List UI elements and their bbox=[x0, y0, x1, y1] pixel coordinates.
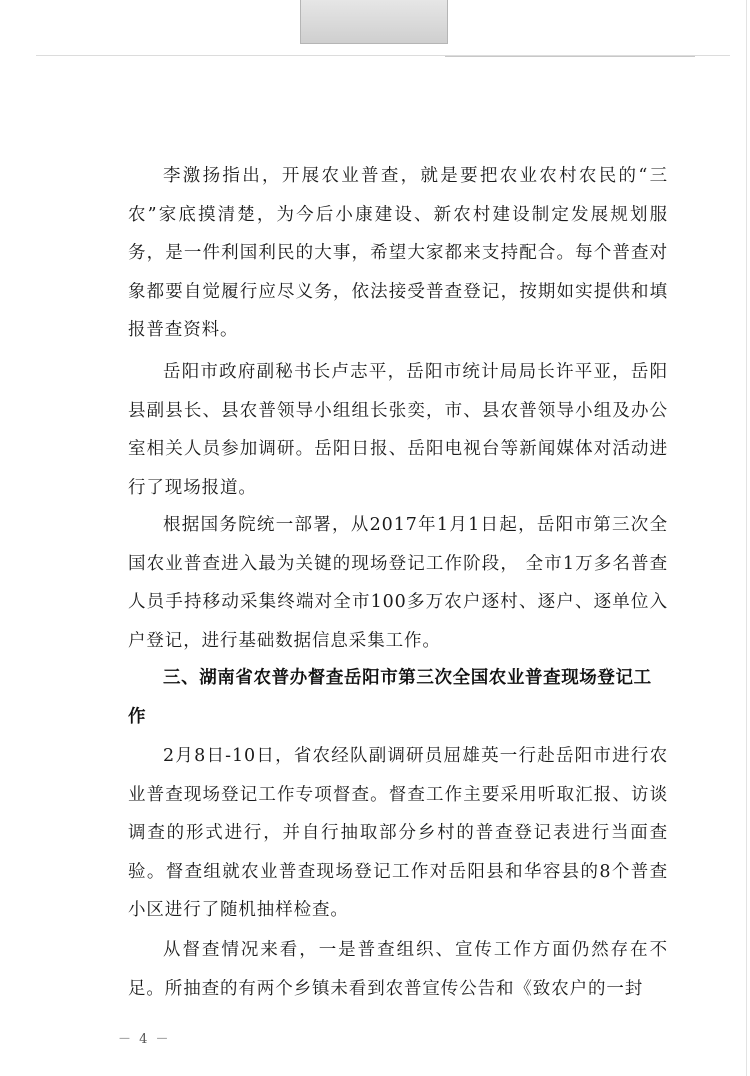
scan-binding-tab bbox=[300, 0, 448, 44]
page-number: － 4 － bbox=[118, 1032, 171, 1047]
paragraph-registration-phase: 根据国务院统一部署，从2017年1月1日起，岳阳市第三次全国农业普查进入最为关键的现场登记工作阶段， 全市1万多名普查人员手持移动采集终端对全市100多万农户逐村、逐户、逐单位入户登记，进行基础数据信息采集工作。 bbox=[128, 515, 668, 651]
section-heading-three: 三、湖南省农普办督查岳阳市第三次全国农业普查现场登记工作 bbox=[128, 668, 652, 727]
header-rule-accent bbox=[445, 56, 695, 57]
scan-edge-line bbox=[746, 0, 747, 1076]
paragraph-attendees: 岳阳市政府副秘书长卢志平，岳阳市统计局局长许平亚，岳阳县副县长、县农普领导小组组长张奕，市、县农普领导小组及办公室相关人员参加调研。岳阳日报、岳阳电视台等新闻媒体对活动进行了现场报道。 bbox=[128, 362, 668, 498]
paragraph-li-jiyang-remarks: 李激扬指出，开展农业普查，就是要把农业农村农民的“三农”家底摸清楚，为今后小康建设、新农村建设制定发展规划服务，是一件利国利民的大事，希望大家都来支持配合。每个普查对象都要自觉履行应尽义务，依法接受普查登记，按期如实提供和填报普查资料。 bbox=[128, 166, 668, 340]
paragraph-inspection-visit: 2月8日-10日，省农经队副调研员屈雄英一行赴岳阳市进行农业普查现场登记工作专项督查。督查工作主要采用听取汇报、访谈调查的形式进行，并自行抽取部分乡村的普查登记表进行当面查验。督查组就农业普查现场登记工作对岳阳县和华容县的8个普查小区进行了随机抽样检查。 bbox=[128, 746, 668, 920]
paragraph-inspection-findings: 从督查情况来看，一是普查组织、宣传工作方面仍然存在不足。所抽查的有两个乡镇未看到农普宣传公告和《致农户的一封 bbox=[128, 940, 668, 999]
